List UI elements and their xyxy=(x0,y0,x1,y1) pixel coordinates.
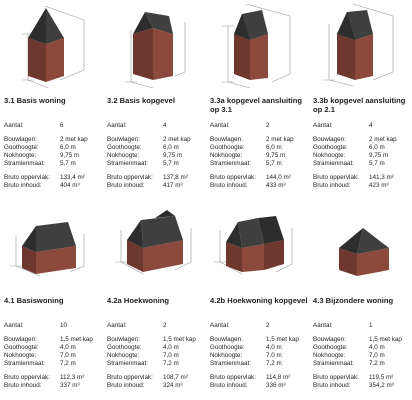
goothoogte-value: 6,0 m xyxy=(60,144,76,151)
dwelling-title: 4.2b Hoekwoning kopgevel xyxy=(210,296,308,305)
aantal-value: 2 xyxy=(266,322,270,329)
goothoogte-value: 6,0 m xyxy=(266,144,282,151)
bruto-inhoud-value: 423 m³ xyxy=(369,182,389,189)
goothoogte-label: Goothoogte: xyxy=(107,144,142,151)
bruto-oppervlak-label: Bruto oppervlak: xyxy=(210,374,256,381)
bruto-oppervlak-value: 112,3 m² xyxy=(60,374,85,381)
nokhoogte-label: Nokhoogte: xyxy=(210,352,243,359)
bruto-inhoud-label: Bruto inhoud: xyxy=(107,382,145,389)
goothoogte-label: Goothoogte: xyxy=(210,344,245,351)
bruto-oppervlak-value: 119,5 m² xyxy=(369,374,394,381)
bruto-inhoud-value: 324 m³ xyxy=(163,382,183,389)
bruto-oppervlak-label: Bruto oppervlak: xyxy=(313,174,359,181)
nokhoogte-label: Nokhoogte: xyxy=(313,352,346,359)
house-wall xyxy=(46,38,64,82)
house-wall xyxy=(153,28,173,80)
bruto-oppervlak-label: Bruto oppervlak: xyxy=(4,174,50,181)
nokhoogte-label: Nokhoogte: xyxy=(4,152,37,159)
goothoogte-value: 4,0 m xyxy=(163,344,179,351)
goothoogte-label: Goothoogte: xyxy=(210,144,245,151)
bruto-oppervlak-label: Bruto oppervlak: xyxy=(210,174,256,181)
stramienmaat-label: Stramienmaat: xyxy=(4,360,45,367)
goothoogte-value: 4,0 m xyxy=(60,344,76,351)
stramienmaat-value: 7,2 m xyxy=(266,360,282,367)
nokhoogte-label: Nokhoogte: xyxy=(107,152,140,159)
dwelling-title: 4.2a Hoekwoning xyxy=(107,296,170,305)
bruto-inhoud-label: Bruto inhoud: xyxy=(107,182,145,189)
aantal-value: 4 xyxy=(163,122,167,129)
bouwlagen-value: 1,5 met kap xyxy=(60,336,93,343)
house-wall xyxy=(133,28,153,80)
bouwlagen-label: Bouwlagen: xyxy=(107,136,140,143)
goothoogte-label: Goothoogte: xyxy=(313,144,348,151)
stramienmaat-value: 5,7 m xyxy=(60,160,76,167)
bruto-oppervlak-value: 114,8 m² xyxy=(266,374,291,381)
house-illustration xyxy=(0,0,103,90)
bouwlagen-label: Bouwlagen: xyxy=(210,336,243,343)
stramienmaat-label: Stramienmaat: xyxy=(313,360,354,367)
bruto-oppervlak-value: 108,7 m² xyxy=(163,374,188,381)
stramienmaat-value: 7,2 m xyxy=(369,360,385,367)
house-roof xyxy=(46,8,64,44)
bruto-inhoud-value: 354,2 m³ xyxy=(369,382,394,389)
bruto-inhoud-value: 417 m³ xyxy=(163,182,183,189)
stramienmaat-value: 7,2 m xyxy=(163,360,179,367)
aantal-label: Aantal: xyxy=(313,122,333,129)
bouwlagen-label: Bouwlagen: xyxy=(313,136,346,143)
nokhoogte-value: 9,75 m xyxy=(266,152,286,159)
bruto-inhoud-label: Bruto inhoud: xyxy=(4,382,42,389)
stramienmaat-value: 5,7 m xyxy=(163,160,179,167)
house-wall xyxy=(264,240,284,270)
stramienmaat-label: Stramienmaat: xyxy=(313,160,354,167)
bruto-oppervlak-value: 133,4 m² xyxy=(60,174,85,181)
goothoogte-label: Goothoogte: xyxy=(4,144,39,151)
house-wall xyxy=(337,34,355,80)
bruto-oppervlak-label: Bruto oppervlak: xyxy=(107,374,153,381)
bruto-oppervlak-label: Bruto oppervlak: xyxy=(4,374,50,381)
bouwlagen-label: Bouwlagen: xyxy=(107,336,140,343)
bruto-inhoud-label: Bruto inhoud: xyxy=(210,182,248,189)
bruto-inhoud-value: 336 m³ xyxy=(266,382,286,389)
bruto-inhoud-label: Bruto inhoud: xyxy=(210,382,248,389)
nokhoogte-value: 7,0 m xyxy=(60,352,76,359)
dwelling-title: 3.3b kopgevel aansluiting op 2.1 xyxy=(313,96,406,114)
bruto-oppervlak-value: 141,3 m² xyxy=(369,174,394,181)
stramienmaat-label: Stramienmaat: xyxy=(107,160,148,167)
aantal-value: 2 xyxy=(266,122,270,129)
bruto-oppervlak-label: Bruto oppervlak: xyxy=(313,374,359,381)
goothoogte-value: 6,0 m xyxy=(369,144,385,151)
aantal-label: Aantal: xyxy=(4,122,24,129)
goothoogte-label: Goothoogte: xyxy=(313,344,348,351)
nokhoogte-label: Nokhoogte: xyxy=(4,352,37,359)
house-wall xyxy=(234,34,250,80)
aantal-label: Aantal: xyxy=(107,122,127,129)
bruto-inhoud-label: Bruto inhoud: xyxy=(313,182,351,189)
aantal-value: 1 xyxy=(369,322,373,329)
bouwlagen-label: Bouwlagen: xyxy=(210,136,243,143)
bruto-inhoud-value: 433 m³ xyxy=(266,182,286,189)
aantal-label: Aantal: xyxy=(107,322,127,329)
goothoogte-label: Goothoogte: xyxy=(107,344,142,351)
stramienmaat-label: Stramienmaat: xyxy=(107,360,148,367)
stramienmaat-value: 7,2 m xyxy=(60,360,76,367)
aantal-label: Aantal: xyxy=(313,322,333,329)
stramienmaat-label: Stramienmaat: xyxy=(4,160,45,167)
house-illustration xyxy=(0,200,103,290)
dwelling-title: 4.3 Bijzondere woning xyxy=(313,296,394,305)
dwelling-title: 4.1 Basiswoning xyxy=(4,296,64,305)
stramienmaat-label: Stramienmaat: xyxy=(210,360,251,367)
bouwlagen-value: 2 met kap xyxy=(266,136,294,143)
nokhoogte-value: 7,0 m xyxy=(266,352,282,359)
goothoogte-value: 4,0 m xyxy=(266,344,282,351)
bruto-oppervlak-label: Bruto oppervlak: xyxy=(107,174,153,181)
house-wall xyxy=(250,34,268,80)
house-wall xyxy=(355,34,373,80)
aantal-value: 10 xyxy=(60,322,68,329)
nokhoogte-label: Nokhoogte: xyxy=(313,152,346,159)
bruto-inhoud-label: Bruto inhoud: xyxy=(313,382,351,389)
aantal-label: Aantal: xyxy=(210,122,230,129)
bouwlagen-value: 1,5 met kap xyxy=(163,336,196,343)
goothoogte-value: 6,0 m xyxy=(163,144,179,151)
bouwlagen-label: Bouwlagen: xyxy=(4,336,37,343)
bouwlagen-label: Bouwlagen: xyxy=(4,136,37,143)
stramienmaat-label: Stramienmaat: xyxy=(210,160,251,167)
dwelling-title: 3.2 Basis kopgevel xyxy=(107,96,175,105)
goothoogte-label: Goothoogte: xyxy=(4,344,39,351)
aantal-label: Aantal: xyxy=(4,322,24,329)
bouwlagen-value: 2 met kap xyxy=(369,136,397,143)
nokhoogte-label: Nokhoogte: xyxy=(107,352,140,359)
stramienmaat-value: 5,7 m xyxy=(369,160,385,167)
dwelling-title: 3.1 Basis woning xyxy=(4,96,66,105)
house-wall xyxy=(242,244,264,272)
bruto-inhoud-label: Bruto inhoud: xyxy=(4,182,42,189)
bruto-inhoud-value: 404 m³ xyxy=(60,182,80,189)
stramienmaat-value: 5,7 m xyxy=(266,160,282,167)
aantal-label: Aantal: xyxy=(210,322,230,329)
bouwlagen-label: Bouwlagen: xyxy=(313,336,346,343)
nokhoogte-label: Nokhoogte: xyxy=(210,152,243,159)
bruto-oppervlak-value: 137,8 m² xyxy=(163,174,188,181)
nokhoogte-value: 9,75 m xyxy=(369,152,389,159)
nokhoogte-value: 9,75 m xyxy=(163,152,183,159)
bouwlagen-value: 1,5 met kap xyxy=(369,336,402,343)
nokhoogte-value: 7,0 m xyxy=(369,352,385,359)
house-roof xyxy=(28,8,46,44)
bouwlagen-value: 1,5 met kap xyxy=(266,336,299,343)
nokhoogte-value: 9,75 m xyxy=(60,152,80,159)
bouwlagen-value: 2 met kap xyxy=(60,136,88,143)
house-illustration xyxy=(206,0,309,90)
bouwlagen-value: 2 met kap xyxy=(163,136,191,143)
bruto-inhoud-value: 337 m³ xyxy=(60,382,80,389)
house-illustration xyxy=(103,0,206,90)
bruto-oppervlak-value: 144,0 m² xyxy=(266,174,291,181)
goothoogte-value: 4,0 m xyxy=(369,344,385,351)
aantal-value: 4 xyxy=(369,122,373,129)
aantal-value: 6 xyxy=(60,122,64,129)
house-illustration xyxy=(206,200,309,290)
house-illustration xyxy=(103,200,206,290)
house-wall xyxy=(28,38,46,82)
dwelling-title: 3.3a kopgevel aansluiting op 3.1 xyxy=(210,96,303,114)
nokhoogte-value: 7,0 m xyxy=(163,352,179,359)
aantal-value: 2 xyxy=(163,322,167,329)
house-illustration xyxy=(309,0,412,90)
house-illustration xyxy=(309,200,412,290)
